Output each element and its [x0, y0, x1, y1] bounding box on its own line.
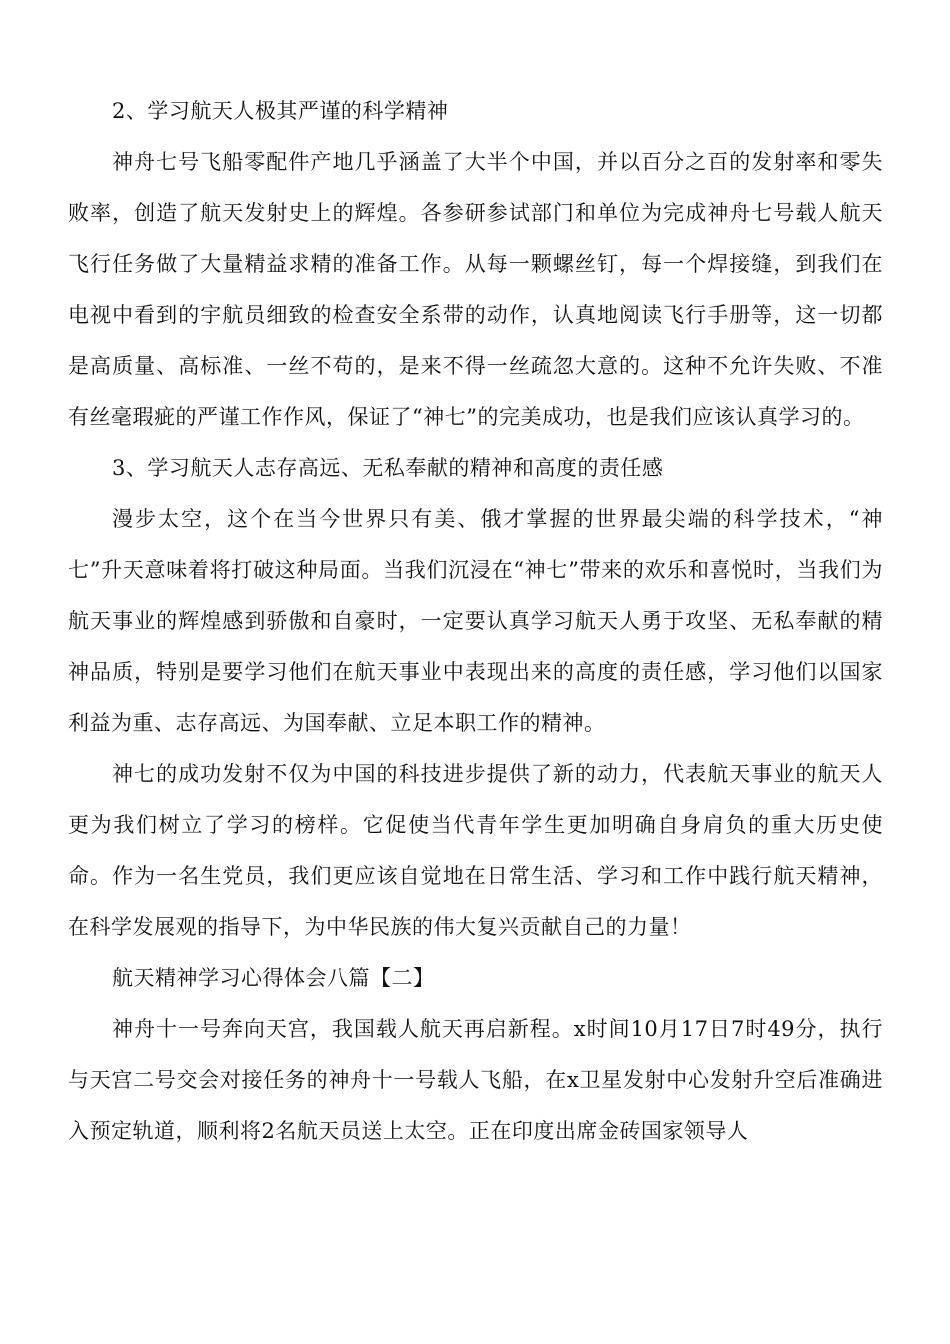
body-paragraph: 神舟十一号奔向天宫，我国载人航天再启新程。x时间10月17日7时49分，执行与天宫二号交会对接任务的神舟十一号载人飞船，在x卫星发射中心发射升空后准确进入预定轨道，顺利将2名航天员送上太空。正在印度出席金砖国家领导人	[68, 1017, 883, 1143]
body-paragraph: 神舟七号飞船零配件产地几乎涵盖了大半个中国，并以百分之百的发射率和零失败率，创造了航天发射史上的辉煌。各参研参试部门和单位为完成神舟七号载人航天飞行任务做了大量精益求精的准备工作。从每一颗螺丝钉，每一个焊接缝，到我们在电视中看到的宇航员细致的检查安全系带的动作，认真地阅读飞行手册等，这一切都是高质量、高标准、一丝不苟的，是来不得一丝疏忽大意的。这种不允许失败、不准有丝毫瑕疵的严谨工作作风，保证了“神七”的完美成功，也是我们应该认真学习的。	[68, 150, 883, 429]
section-heading: 3、学习航天人志存高远、无私奉献的精神和高度的责任感	[112, 456, 664, 480]
body-paragraph: 漫步太空，这个在当今世界只有美、俄才掌握的世界最尖端的科学技术，“神七”升天意味着将打破这种局面。当我们沉浸在“神七”带来的欢乐和喜悦时，当我们为航天事业的辉煌感到骄傲和自豪时，一定要认真学习航天人勇于攻坚、无私奉献的精神品质，特别是要学习他们在航天事业中表现出来的高度的责任感，学习他们以国家利益为重、志存高远、为国奉献、立足本职工作的精神。	[68, 507, 883, 735]
body-paragraph: 神七的成功发射不仅为中国的科技进步提供了新的动力，代表航天事业的航天人更为我们树立了学习的榜样。它促使当代青年学生更加明确自身肩负的重大历史使命。作为一名生党员，我们更应该自觉地在日常生活、学习和工作中践行航天精神，在科学发展观的指导下，为中华民族的伟大复兴贡献自己的力量！	[68, 762, 883, 939]
section-heading: 2、学习航天人极其严谨的科学精神	[112, 99, 449, 123]
article-title: 航天精神学习心得体会八篇【二】	[112, 966, 435, 990]
document-body	[68, 86, 883, 1157]
